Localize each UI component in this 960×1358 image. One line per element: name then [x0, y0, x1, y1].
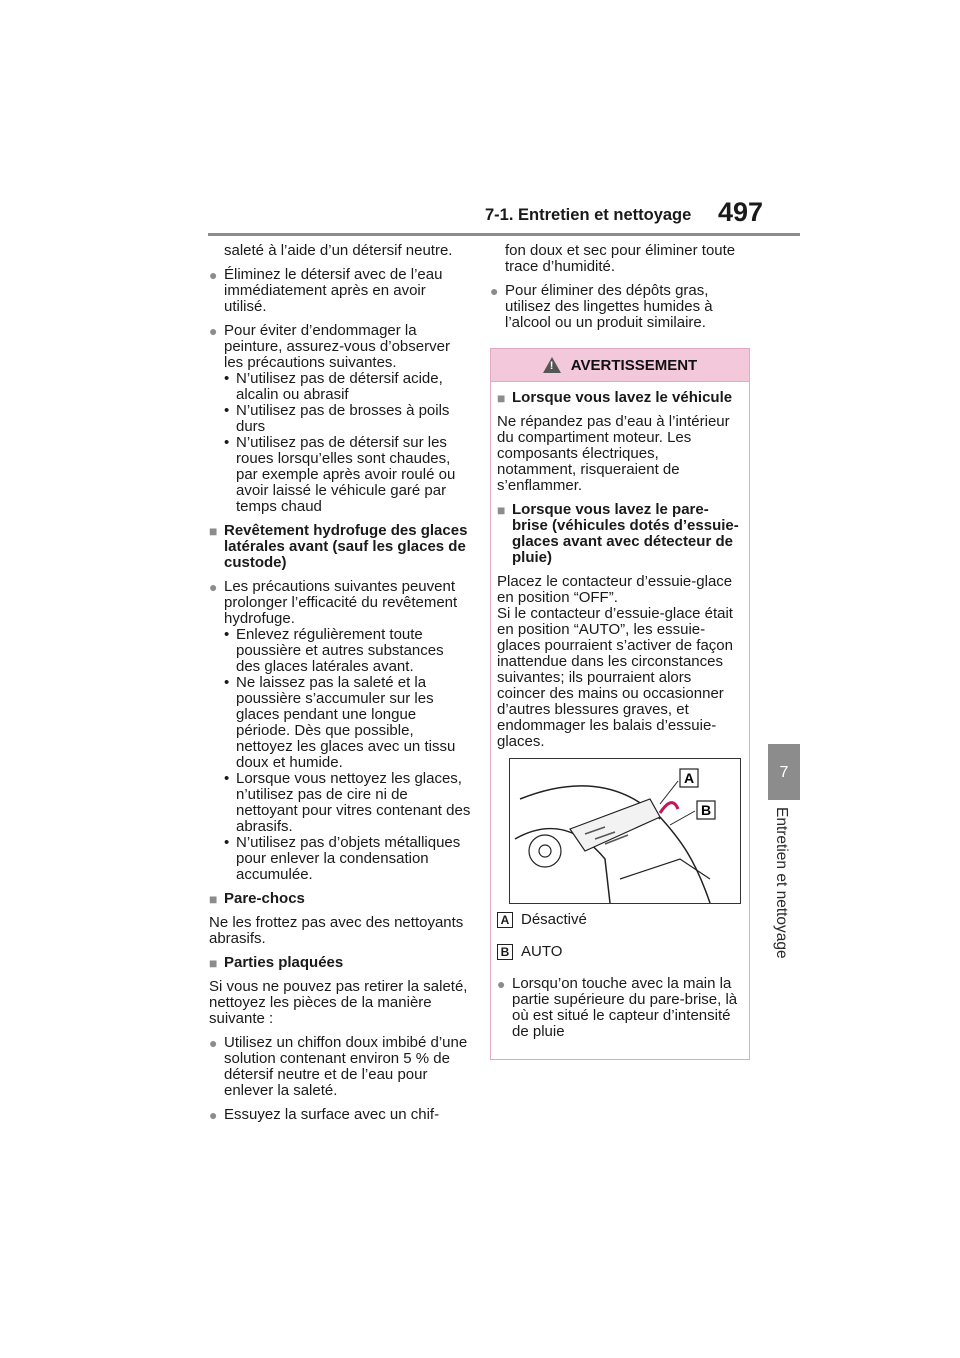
header-divider: [208, 233, 800, 236]
warning-header: [491, 349, 749, 382]
paragraph: Si vous ne pouvez pas retirer la saleté, nettoyez les pièces de la manière suivante :: [209, 978, 468, 1027]
heading-text: Revêtement hydrofuge des glaces latérales avant (sauf les glaces de custode): [224, 522, 468, 571]
square-bullet-icon: ■: [497, 502, 506, 518]
heading-text: Pare-chocs: [224, 890, 305, 907]
continued-paragraph: saleté à l’aide d’un détersif neutre.: [224, 242, 453, 259]
callout-a-label: A: [683, 770, 695, 786]
callout-b-label: B: [700, 802, 712, 818]
bullet-dot-icon: ●: [490, 283, 499, 299]
dash-text: N’utilisez pas de brosses à poils durs: [236, 402, 450, 435]
square-bullet-icon: ■: [497, 390, 506, 406]
wiper-switch-illustration: [509, 758, 741, 904]
legend-key-b: B: [497, 944, 513, 960]
dash-text: N’utilisez pas de détersif sur les roues lorsqu’elles sont chaudes, par exemple après avoir roulé ou avoir laissé le véhicule garé par temps chaud: [236, 434, 456, 515]
wiper-switch-drawing: [510, 759, 740, 903]
section-heading: [209, 891, 471, 907]
warning-triangle-icon: !: [543, 357, 561, 373]
bullet-item: [490, 283, 752, 331]
heading-text: Parties plaquées: [224, 954, 344, 971]
legend-item: [497, 944, 741, 960]
bullet-dot-icon: ●: [209, 1107, 218, 1123]
chapter-number: 7: [779, 764, 789, 781]
bullet-dot-icon: ●: [209, 267, 218, 283]
bullet-text: Lorsqu’on touche avec la main la partie supérieure du pare-brise, là où est situé le capteur d’intensité de pluie: [512, 975, 738, 1040]
square-bullet-icon: ■: [209, 955, 218, 971]
continued-paragraph: fon doux et sec pour éliminer toute trace d’humidité.: [505, 242, 736, 275]
bullet-item: [209, 579, 471, 883]
dash-text: Lorsque vous nettoyez les glaces, n’utilisez pas de cire ni de nettoyant pour vitres contenant des abrasifs.: [236, 770, 471, 835]
section-heading: [209, 955, 471, 971]
bullet-item: [497, 976, 741, 1040]
bullet-item: [209, 267, 471, 315]
square-bullet-icon: ■: [209, 891, 218, 907]
legend-text: Désactivé: [521, 911, 587, 928]
heading-text: Lorsque vous lavez le véhicule: [512, 389, 733, 406]
bullet-text: Éliminez le détersif avec de l’eau immédiatement après en avoir utilisé.: [224, 266, 443, 315]
right-column: [490, 243, 752, 339]
dash-text: N’utilisez pas de détersif acide, alcalin ou abrasif: [236, 370, 443, 403]
legend-item: [497, 912, 741, 928]
legend-text: AUTO: [521, 943, 563, 960]
dash-item: • N’utilisez pas de détersif sur les roues lorsqu’elles sont chaudes, par exemple après avoir roulé ou avoir laissé le véhicule garé par temps chaud: [224, 435, 471, 515]
bullet-text: Pour éliminer des dépôts gras, utilisez des lingettes humides à l’alcool ou un produit similaire.: [505, 282, 713, 331]
bullet-text: Essuyez la surface avec un chif-: [224, 1106, 440, 1123]
bullet-item: [209, 1107, 471, 1123]
legend-key-a: A: [497, 912, 513, 928]
dash-text: Ne laissez pas la saleté et la poussière s’accumuler sur les glaces pendant une longue période. Dès que possible, nettoyez les glaces avec un tissu doux et humide.: [236, 674, 456, 771]
dash-text: Enlevez régulièrement toute poussière et autres substances des glaces latérales avant.: [236, 626, 444, 675]
warning-body: [491, 382, 749, 1040]
bullet-item: [209, 323, 471, 515]
warning-box: [490, 348, 750, 1060]
section-heading: [497, 390, 741, 406]
bullet-dot-icon: ●: [209, 579, 218, 595]
bullet-dot-icon: ●: [209, 1035, 218, 1051]
dash-text: N’utilisez pas d’objets métalliques pour enlever la condensation accumulée.: [236, 834, 461, 883]
page-number: 497: [718, 197, 764, 227]
chapter-label: Entretien et nettoyage: [773, 807, 790, 959]
heading-text: Lorsque vous lavez le pare-brise (véhicules dotés d’essuie-glaces avant avec détecteur de pluie): [512, 501, 739, 566]
bullet-dot-icon: ●: [209, 323, 218, 339]
paragraph: Si le contacteur d’essuie-glace était en position “AUTO”, les essuie-glaces pourraient s’activer de façon inattendue dans les circonstances suivantes; ils pourraient alors coincer des mains ou occasionner d’autres blessures graves, et endommager les balais d’essuie-glaces.: [497, 605, 733, 750]
section-title: 7-1. Entretien et nettoyage: [485, 206, 692, 224]
bullet-item: [209, 1035, 471, 1099]
paragraph: Ne répandez pas d’eau à l’intérieur du compartiment moteur. Les composants électriques, notamment, risqueraient de s’enflammer.: [497, 413, 730, 494]
dash-item: • N’utilisez pas de détersif acide, alcalin ou abrasif: [224, 371, 471, 403]
dash-item: • Enlevez régulièrement toute poussière et autres substances des glaces latérales avant.: [224, 627, 471, 675]
dash-item: • Ne laissez pas la saleté et la poussière s’accumuler sur les glaces pendant une longue période. Dès que possible, nettoyez les glaces avec un tissu doux et humide.: [224, 675, 471, 771]
dash-item: • Lorsque vous nettoyez les glaces, n’utilisez pas de cire ni de nettoyant pour vitres contenant des abrasifs.: [224, 770, 471, 835]
left-column: [209, 243, 471, 1131]
square-bullet-icon: ■: [209, 523, 218, 539]
dash-item: • N’utilisez pas de brosses à poils durs: [224, 403, 471, 435]
section-heading: [209, 523, 471, 571]
bullet-text: Pour éviter d’endommager la peinture, assurez-vous d’observer les précautions suivantes.: [224, 322, 450, 371]
warning-title: AVERTISSEMENT: [570, 356, 698, 374]
bullet-text: Utilisez un chiffon doux imbibé d’une solution contenant environ 5 % de détersif neutre et de l’eau pour enlever la saleté.: [224, 1034, 468, 1099]
bullet-dot-icon: ●: [497, 976, 506, 992]
dash-item: • N’utilisez pas d’objets métalliques pour enlever la condensation accumulée.: [224, 835, 471, 883]
paragraph: Placez le contacteur d’essuie-glace en position “OFF”.: [497, 573, 733, 606]
paragraph: Ne les frottez pas avec des nettoyants abrasifs.: [209, 914, 464, 947]
section-heading: [497, 502, 741, 566]
bullet-text: Les précautions suivantes peuvent prolonger l’efficacité du revêtement hydrofuge.: [224, 578, 458, 627]
